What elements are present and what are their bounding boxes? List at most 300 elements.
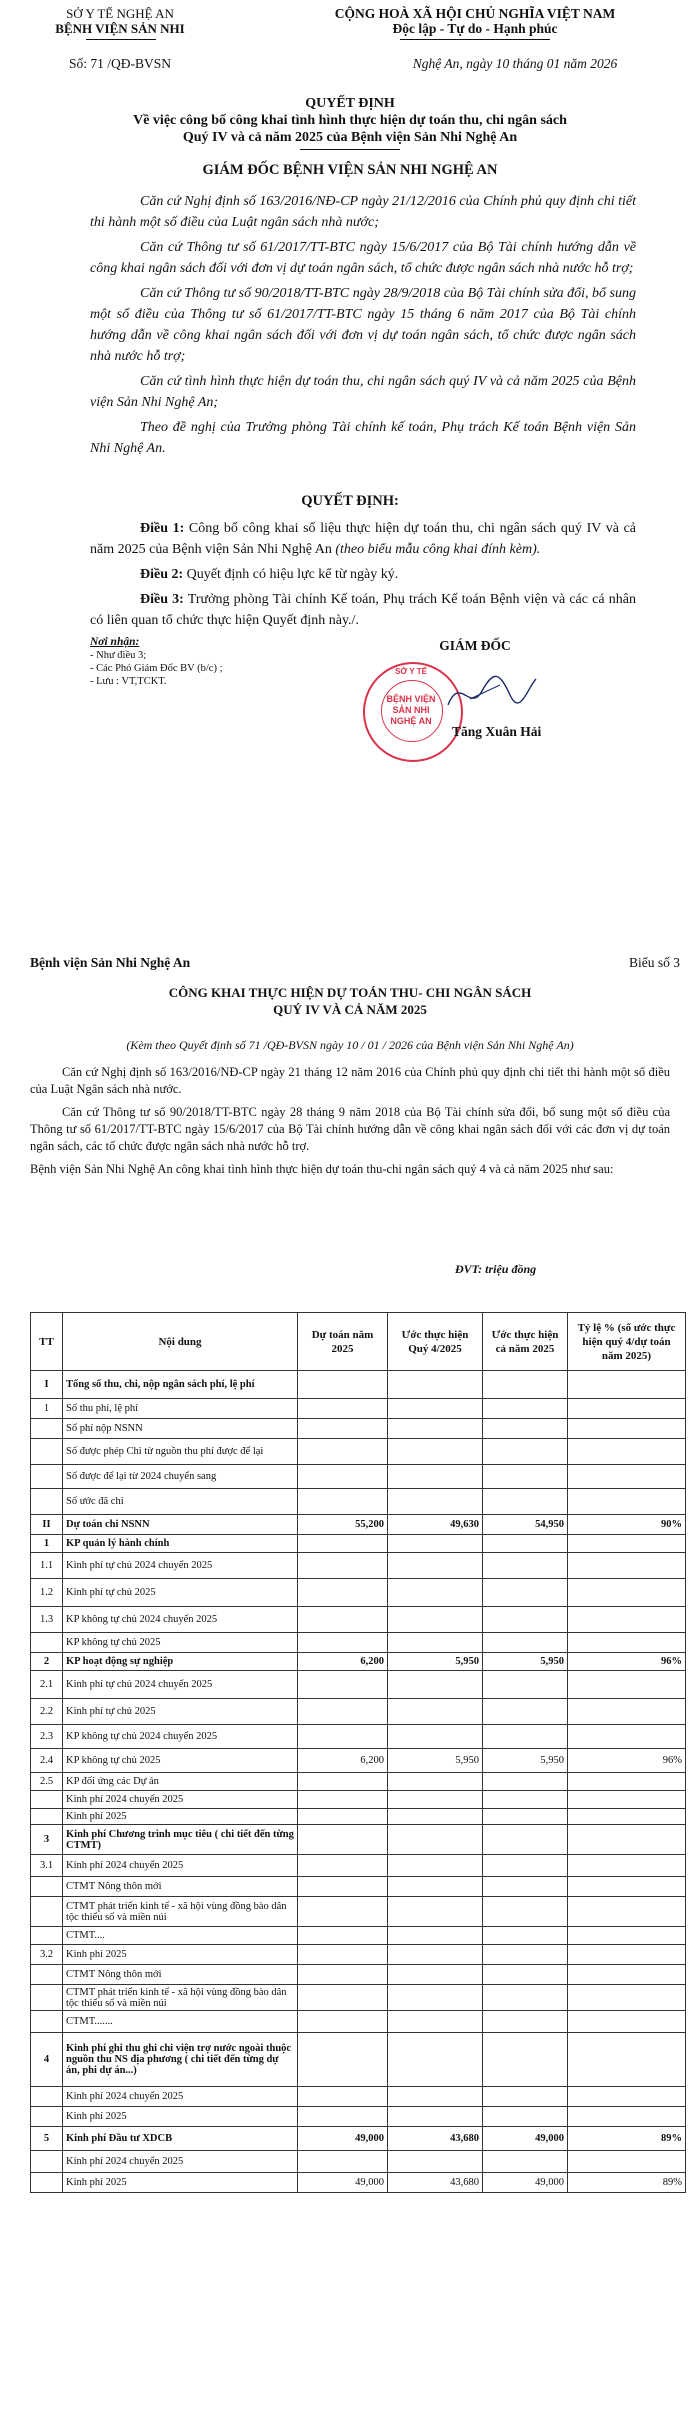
table-row	[31, 1725, 686, 1749]
article-note: (theo biểu mẫu công khai đính kèm).	[335, 542, 541, 557]
row-content-cell: Kinh phí 2025	[63, 2173, 298, 2193]
ratio-cell	[568, 1399, 686, 1419]
row-number-cell: 2.5	[31, 1773, 63, 1791]
row-content-cell: Kinh phí 2024 chuyển 2025	[63, 1791, 298, 1809]
article-text: Công bố công khai số liệu thực hiện dự toán thu, chi ngân sách quý IV và cả năm 2025 của Bệnh viện Sản Nhi Nghệ An	[90, 521, 636, 557]
document-date: Nghệ An, ngày 10 tháng 01 năm 2026	[412, 56, 618, 71]
year-actual-cell	[483, 2011, 568, 2033]
unit-label: ĐVT: triệu đồng	[455, 1262, 537, 1276]
row-content-cell: Tổng số thu, chi, nộp ngân sách phí, lệ phí	[63, 1371, 298, 1399]
ratio-cell	[568, 1579, 686, 1607]
row-number-cell: I	[31, 1371, 63, 1399]
table-row	[31, 1791, 686, 1809]
row-number-cell	[31, 1419, 63, 1439]
national-title: CỘNG HOÀ XÃ HỘI CHỦ NGHĨA VIỆT NAM	[334, 6, 616, 21]
basis-item: Căn cứ tình hình thực hiện dự toán thu, chi ngân sách quý IV và cả năm 2025 của Bệnh viện Sản Nhi Nghệ An;	[90, 374, 636, 410]
year-actual-cell	[483, 1825, 568, 1855]
ratio-cell	[568, 1671, 686, 1699]
year-actual-cell	[483, 1897, 568, 1927]
row-content-cell: KP đối ứng các Dự án	[63, 1773, 298, 1791]
row-number-cell: 3.1	[31, 1855, 63, 1877]
year-actual-cell	[483, 1579, 568, 1607]
q4-actual-cell	[388, 2033, 483, 2087]
column-header: TT	[31, 1313, 63, 1371]
year-actual-cell	[483, 1535, 568, 1553]
year-actual-cell	[483, 1725, 568, 1749]
q4-actual-cell	[388, 2011, 483, 2033]
report-intro	[30, 1064, 670, 1178]
q4-actual-cell: 5,950	[388, 1749, 483, 1773]
year-actual-cell	[483, 2107, 568, 2127]
year-actual-cell	[483, 1439, 568, 1465]
year-actual-cell	[483, 1809, 568, 1825]
row-content-cell: Số được phép Chi từ nguồn thu phí được để lại	[63, 1439, 298, 1465]
estimate-cell	[298, 1579, 388, 1607]
ratio-cell	[568, 1607, 686, 1633]
row-number-cell: 2.2	[31, 1699, 63, 1725]
ratio-cell	[568, 1699, 686, 1725]
recipient-item: - Lưu : VT,TCKT.	[90, 676, 167, 687]
stamp-text: BỆNH VIỆN SẢN NHI NGHỆ AN	[386, 694, 436, 726]
estimate-cell	[298, 1855, 388, 1877]
year-actual-cell: 49,000	[483, 2173, 568, 2193]
intro-paragraph: Căn cứ Thông tư số 90/2018/TT-BTC ngày 28 tháng 9 năm 2018 của Bộ Tài chính sửa đổi, bổ sung một số điều của Thông tư số 61/2017/TT-BTC ngày 15/6/2017 của Bộ Tài chính hướng dẫn về công khai ngân sách đối với các đơn vị dự toán ngân sách, các tổ chức được ngân sách nhà nước hỗ trợ.	[30, 1105, 670, 1153]
q4-actual-cell: 43,680	[388, 2127, 483, 2151]
table-row	[31, 1825, 686, 1855]
table-body	[31, 1371, 686, 2193]
table-row	[31, 1699, 686, 1725]
row-number-cell: 1.2	[31, 1579, 63, 1607]
ratio-cell	[568, 1419, 686, 1439]
estimate-cell	[298, 2151, 388, 2173]
row-content-cell: KP không tự chủ 2025	[63, 1633, 298, 1653]
estimate-cell: 49,000	[298, 2127, 388, 2151]
estimate-cell: 6,200	[298, 1653, 388, 1671]
year-actual-cell	[483, 2033, 568, 2087]
estimate-cell	[298, 1633, 388, 1653]
table-row	[31, 1535, 686, 1553]
table-row	[31, 1653, 686, 1671]
q4-actual-cell	[388, 1985, 483, 2011]
ratio-cell	[568, 2033, 686, 2087]
estimate-cell	[298, 1671, 388, 1699]
decision-title: QUYẾT ĐỊNH	[305, 96, 395, 111]
q4-actual-cell	[388, 1671, 483, 1699]
q4-actual-cell	[388, 1897, 483, 1927]
budget-table	[30, 1312, 686, 2193]
article-label: Điều 1:	[140, 521, 185, 536]
estimate-cell	[298, 1439, 388, 1465]
row-content-cell: KP không tự chủ 2024 chuyển 2025	[63, 1607, 298, 1633]
q4-actual-cell	[388, 1825, 483, 1855]
year-actual-cell	[483, 1607, 568, 1633]
estimate-cell	[298, 1465, 388, 1489]
q4-actual-cell	[388, 1877, 483, 1897]
ratio-cell	[568, 1809, 686, 1825]
row-content-cell: Số phí nộp NSNN	[63, 1419, 298, 1439]
table-row	[31, 1877, 686, 1897]
year-actual-cell: 54,950	[483, 1515, 568, 1535]
ratio-cell	[568, 2151, 686, 2173]
ratio-cell	[568, 1465, 686, 1489]
ratio-cell	[568, 1825, 686, 1855]
table-header-row	[31, 1313, 686, 1371]
table-row	[31, 1945, 686, 1965]
decision-subject-line2: Quý IV và cả năm 2025 của Bệnh viện Sản Nhi Nghệ An	[182, 130, 518, 145]
issuer-name: BỆNH VIỆN SẢN NHI	[55, 21, 185, 36]
form-number: Biểu số 3	[628, 955, 680, 970]
row-content-cell: Số ước đã chi	[63, 1489, 298, 1515]
year-actual-cell	[483, 1855, 568, 1877]
table-row	[31, 1607, 686, 1633]
year-actual-cell	[483, 1419, 568, 1439]
row-number-cell: 5	[31, 2127, 63, 2151]
row-content-cell: KP quản lý hành chính	[63, 1535, 298, 1553]
estimate-cell	[298, 2011, 388, 2033]
table-row	[31, 2107, 686, 2127]
ratio-cell: 89%	[568, 2173, 686, 2193]
intro-paragraph: Căn cứ Nghị định số 163/2016/NĐ-CP ngày 21 tháng 12 năm 2016 của Chính phủ quy định chi tiết thi hành một số điều của Luật Ngân sách nhà nước.	[30, 1065, 670, 1096]
ratio-cell	[568, 1633, 686, 1653]
table-row	[31, 1671, 686, 1699]
recipient-item: - Như điều 3;	[90, 650, 147, 661]
q4-actual-cell	[388, 1927, 483, 1945]
year-actual-cell	[483, 1927, 568, 1945]
signature	[440, 665, 540, 720]
article-text: Quyết định có hiệu lực kể từ ngày ký.	[183, 567, 399, 582]
legal-bases	[90, 191, 636, 459]
row-number-cell: 2	[31, 1653, 63, 1671]
ratio-cell	[568, 1855, 686, 1877]
row-number-cell: 1.3	[31, 1607, 63, 1633]
row-number-cell	[31, 1489, 63, 1515]
article-text: Trưởng phòng Tài chính Kế toán, Phụ trách Kế toán Bệnh viện và các cá nhân có liên quan tổ chức thực hiện Quyết định này./.	[90, 592, 636, 628]
table-row	[31, 1927, 686, 1945]
q4-actual-cell	[388, 1419, 483, 1439]
column-header: Ước thực hiện Quý 4/2025	[388, 1313, 483, 1371]
article-label: Điều 2:	[140, 567, 184, 582]
basis-item: Theo đề nghị của Trưởng phòng Tài chính kế toán, Phụ trách Kế toán Bệnh viện Sản Nhi Nghệ An.	[90, 420, 636, 456]
row-content-cell: KP hoạt động sự nghiệp	[63, 1653, 298, 1671]
row-number-cell	[31, 1985, 63, 2011]
ratio-cell	[568, 1535, 686, 1553]
year-actual-cell	[483, 1633, 568, 1653]
row-number-cell: 1	[31, 1399, 63, 1419]
ratio-cell	[568, 1877, 686, 1897]
table-row	[31, 1465, 686, 1489]
row-number-cell	[31, 1877, 63, 1897]
table-row	[31, 1371, 686, 1399]
row-number-cell: 2.4	[31, 1749, 63, 1773]
year-actual-cell: 49,000	[483, 2127, 568, 2151]
q4-actual-cell	[388, 1465, 483, 1489]
ratio-cell	[568, 1725, 686, 1749]
estimate-cell	[298, 1773, 388, 1791]
ratio-cell: 89%	[568, 2127, 686, 2151]
row-content-cell: Kinh phí tự chủ 2024 chuyển 2025	[63, 1553, 298, 1579]
year-actual-cell	[483, 1553, 568, 1579]
estimate-cell	[298, 1535, 388, 1553]
row-content-cell: CTMT phát triển kinh tế - xã hội vùng đồng bào dân tộc thiểu số và miền núi	[63, 1985, 298, 2011]
recipient-item: - Các Phó Giám Đốc BV (b/c) ;	[90, 663, 223, 674]
decision-subject-line1: Về việc công bố công khai tình hình thực hiện dự toán thu, chi ngân sách	[133, 113, 567, 128]
national-motto: Độc lập - Tự do - Hạnh phúc	[392, 21, 558, 36]
row-number-cell	[31, 2011, 63, 2033]
ratio-cell	[568, 1965, 686, 1985]
table-row	[31, 1419, 686, 1439]
ratio-cell: 90%	[568, 1515, 686, 1535]
table-row	[31, 2011, 686, 2033]
estimate-cell	[298, 1927, 388, 1945]
table-row	[31, 1897, 686, 1927]
q4-actual-cell	[388, 2087, 483, 2107]
table-row	[31, 1809, 686, 1825]
intro-paragraph: Bệnh viện Sản Nhi Nghệ An công khai tình hình thực hiện dự toán thu-chi ngân sách quý 4 và cả năm 2025 như sau:	[30, 1162, 614, 1176]
row-content-cell: Kinh phí Chương trình mục tiêu ( chi tiết đến từng CTMT)	[63, 1825, 298, 1855]
estimate-cell	[298, 1371, 388, 1399]
estimate-cell	[298, 1825, 388, 1855]
row-number-cell	[31, 1927, 63, 1945]
estimate-cell: 6,200	[298, 1749, 388, 1773]
table-row	[31, 1985, 686, 2011]
q4-actual-cell	[388, 1535, 483, 1553]
authority-title: GIÁM ĐỐC BỆNH VIỆN SẢN NHI NGHỆ AN	[202, 162, 498, 178]
article-1	[90, 518, 636, 560]
year-actual-cell	[483, 1489, 568, 1515]
q4-actual-cell: 5,950	[388, 1653, 483, 1671]
estimate-cell	[298, 1699, 388, 1725]
row-number-cell	[31, 2087, 63, 2107]
row-content-cell: CTMT Nông thôn mới	[63, 1877, 298, 1897]
table-row	[31, 1489, 686, 1515]
table-row	[31, 1515, 686, 1535]
estimate-cell	[298, 1419, 388, 1439]
q4-actual-cell	[388, 1553, 483, 1579]
ratio-cell	[568, 1371, 686, 1399]
ratio-cell	[568, 1489, 686, 1515]
article-label: Điều 3:	[140, 592, 184, 607]
row-content-cell: CTMT.......	[63, 2011, 298, 2033]
row-number-cell: 3	[31, 1825, 63, 1855]
row-number-cell	[31, 2173, 63, 2193]
row-content-cell: Kinh phí ghi thu ghi chi viện trợ nước ngoài thuộc nguồn thu NS địa phương ( chi tiết đến từng dự án, phi dự án...)	[63, 2033, 298, 2087]
year-actual-cell	[483, 2087, 568, 2107]
q4-actual-cell	[388, 2107, 483, 2127]
q4-actual-cell	[388, 1945, 483, 1965]
row-content-cell: CTMT phát triển kinh tế - xã hội vùng đồng bào dân tộc thiểu số và miền núi	[63, 1897, 298, 1927]
table-row	[31, 1965, 686, 1985]
table-row	[31, 2033, 686, 2087]
estimate-cell	[298, 1945, 388, 1965]
year-actual-cell	[483, 1877, 568, 1897]
q4-actual-cell	[388, 1579, 483, 1607]
issuer-underline	[86, 39, 156, 40]
estimate-cell: 49,000	[298, 2173, 388, 2193]
q4-actual-cell	[388, 2151, 483, 2173]
q4-actual-cell	[388, 1725, 483, 1749]
table-row	[31, 1855, 686, 1877]
estimate-cell	[298, 1791, 388, 1809]
row-number-cell	[31, 2107, 63, 2127]
ratio-cell	[568, 1897, 686, 1927]
q4-actual-cell	[388, 1965, 483, 1985]
article-2	[90, 564, 636, 585]
estimate-cell: 55,200	[298, 1515, 388, 1535]
signer-title: GIÁM ĐỐC	[439, 638, 511, 653]
table-row	[31, 1633, 686, 1653]
row-content-cell: CTMT Nông thôn mới	[63, 1965, 298, 1985]
ratio-cell	[568, 2087, 686, 2107]
row-number-cell: 4	[31, 2033, 63, 2087]
estimate-cell	[298, 1985, 388, 2011]
estimate-cell	[298, 1399, 388, 1419]
column-header: Ước thực hiện cả năm 2025	[483, 1313, 568, 1371]
articles	[90, 518, 636, 631]
row-content-cell: Số thu phí, lệ phí	[63, 1399, 298, 1419]
ratio-cell	[568, 1945, 686, 1965]
table-row	[31, 1749, 686, 1773]
row-number-cell	[31, 1809, 63, 1825]
year-actual-cell	[483, 1985, 568, 2011]
q4-actual-cell	[388, 1489, 483, 1515]
year-actual-cell	[483, 1671, 568, 1699]
table-row	[31, 2127, 686, 2151]
year-actual-cell	[483, 1699, 568, 1725]
row-number-cell: 2.3	[31, 1725, 63, 1749]
signer-name: Tăng Xuân Hải	[452, 724, 542, 739]
column-header: Nội dung	[63, 1313, 298, 1371]
row-content-cell: Số được để lại từ 2024 chuyển sang	[63, 1465, 298, 1489]
subject-underline	[300, 149, 400, 150]
row-content-cell: Dự toán chi NSNN	[63, 1515, 298, 1535]
document-number: Số: 71 /QĐ-BVSN	[68, 56, 171, 71]
basis-item: Căn cứ Thông tư số 61/2017/TT-BTC ngày 15/6/2017 của Bộ Tài chính hướng dẫn về công khai ngân sách đối với đơn vị dự toán ngân sách, tổ chức được ngân sách nhà nước hỗ trợ;	[90, 240, 636, 276]
row-number-cell: 1.1	[31, 1553, 63, 1579]
year-actual-cell	[483, 1965, 568, 1985]
row-content-cell: KP không tự chủ 2024 chuyển 2025	[63, 1725, 298, 1749]
decides-title: QUYẾT ĐỊNH:	[301, 493, 399, 509]
ratio-cell	[568, 2107, 686, 2127]
table-row	[31, 1773, 686, 1791]
report-title-line1: CÔNG KHAI THỰC HIỆN DỰ TOÁN THU- CHI NGÂN SÁCH	[168, 985, 532, 1000]
row-number-cell: 1	[31, 1535, 63, 1553]
row-number-cell	[31, 1439, 63, 1465]
row-number-cell	[31, 1633, 63, 1653]
estimate-cell	[298, 2107, 388, 2127]
column-header: Tỷ lệ % (số ước thực hiện quý 4/dự toán năm 2025)	[568, 1313, 686, 1371]
table-row	[31, 2087, 686, 2107]
basis-item: Căn cứ Thông tư số 90/2018/TT-BTC ngày 28/9/2018 của Bộ Tài chính sửa đổi, bổ sung một số điều của Thông tư số 61/2017/TT-BTC ngày 15 tháng 6 năm 2017 của Bộ Tài chính hướng dẫn về công khai ngân sách đối với đơn vị dự toán ngân sách, tổ chức được ngân sách nhà nước hỗ trợ;	[90, 286, 636, 364]
year-actual-cell	[483, 2151, 568, 2173]
q4-actual-cell	[388, 1607, 483, 1633]
estimate-cell	[298, 1877, 388, 1897]
estimate-cell	[298, 1809, 388, 1825]
year-actual-cell: 5,950	[483, 1653, 568, 1671]
ratio-cell	[568, 1553, 686, 1579]
estimate-cell	[298, 1553, 388, 1579]
row-number-cell: 3.2	[31, 1945, 63, 1965]
decision-subject	[0, 112, 700, 146]
q4-actual-cell	[388, 1633, 483, 1653]
stamp-ring-text: SỞ Y TẾ	[395, 667, 427, 676]
issuer-block	[40, 6, 200, 36]
recipients-block	[90, 636, 310, 688]
q4-actual-cell	[388, 1699, 483, 1725]
estimate-cell	[298, 2087, 388, 2107]
row-number-cell: 2.1	[31, 1671, 63, 1699]
ratio-cell	[568, 1439, 686, 1465]
ratio-cell: 96%	[568, 1653, 686, 1671]
q4-actual-cell	[388, 1371, 483, 1399]
year-actual-cell	[483, 1791, 568, 1809]
estimate-cell	[298, 1725, 388, 1749]
row-number-cell	[31, 1897, 63, 1927]
ratio-cell	[568, 1791, 686, 1809]
q4-actual-cell: 43,680	[388, 2173, 483, 2193]
year-actual-cell	[483, 1945, 568, 1965]
row-content-cell: Kinh phí tự chủ 2025	[63, 1699, 298, 1725]
row-content-cell: Kinh phí 2025	[63, 2107, 298, 2127]
row-number-cell	[31, 1791, 63, 1809]
report-title	[0, 984, 700, 1018]
year-actual-cell	[483, 1465, 568, 1489]
estimate-cell	[298, 1607, 388, 1633]
article-3	[90, 589, 636, 631]
report-unit-name: Bệnh viện Sản Nhi Nghệ An	[30, 955, 191, 970]
column-header: Dự toán năm 2025	[298, 1313, 388, 1371]
q4-actual-cell	[388, 1855, 483, 1877]
ratio-cell	[568, 1985, 686, 2011]
row-content-cell: Kinh phí 2025	[63, 1809, 298, 1825]
table-row	[31, 1579, 686, 1607]
attachment-note: (Kèm theo Quyết định số 71 /QĐ-BVSN ngày 10 / 01 / 2026 của Bệnh viện Sản Nhi Nghệ An)	[126, 1038, 574, 1052]
row-number-cell	[31, 1965, 63, 1985]
q4-actual-cell	[388, 1791, 483, 1809]
ratio-cell	[568, 2011, 686, 2033]
year-actual-cell	[483, 1371, 568, 1399]
motto-underline	[400, 39, 550, 40]
table-row	[31, 1399, 686, 1419]
ratio-cell	[568, 1773, 686, 1791]
estimate-cell	[298, 1489, 388, 1515]
row-content-cell: KP không tự chủ 2025	[63, 1749, 298, 1773]
year-actual-cell	[483, 1773, 568, 1791]
table-row	[31, 1439, 686, 1465]
table-row	[31, 2151, 686, 2173]
recipients-title: Nơi nhận:	[90, 636, 140, 648]
ratio-cell: 96%	[568, 1749, 686, 1773]
row-content-cell: Kinh phí 2024 chuyển 2025	[63, 1855, 298, 1877]
ratio-cell	[568, 1927, 686, 1945]
row-number-cell	[31, 1465, 63, 1489]
national-header	[250, 6, 700, 36]
estimate-cell	[298, 1897, 388, 1927]
year-actual-cell: 5,950	[483, 1749, 568, 1773]
q4-actual-cell	[388, 1773, 483, 1791]
row-content-cell: Kinh phí 2024 chuyển 2025	[63, 2087, 298, 2107]
report-title-line2: QUÝ IV VÀ CẢ NĂM 2025	[273, 1002, 427, 1017]
table-row	[31, 1553, 686, 1579]
row-content-cell: Kinh phí 2025	[63, 1945, 298, 1965]
row-content-cell: Kinh phí tự chủ 2025	[63, 1579, 298, 1607]
q4-actual-cell	[388, 1399, 483, 1419]
q4-actual-cell	[388, 1439, 483, 1465]
q4-actual-cell	[388, 1809, 483, 1825]
row-content-cell: Kinh phí Đầu tư XDCB	[63, 2127, 298, 2151]
row-content-cell: CTMT....	[63, 1927, 298, 1945]
q4-actual-cell: 49,630	[388, 1515, 483, 1535]
row-number-cell: II	[31, 1515, 63, 1535]
